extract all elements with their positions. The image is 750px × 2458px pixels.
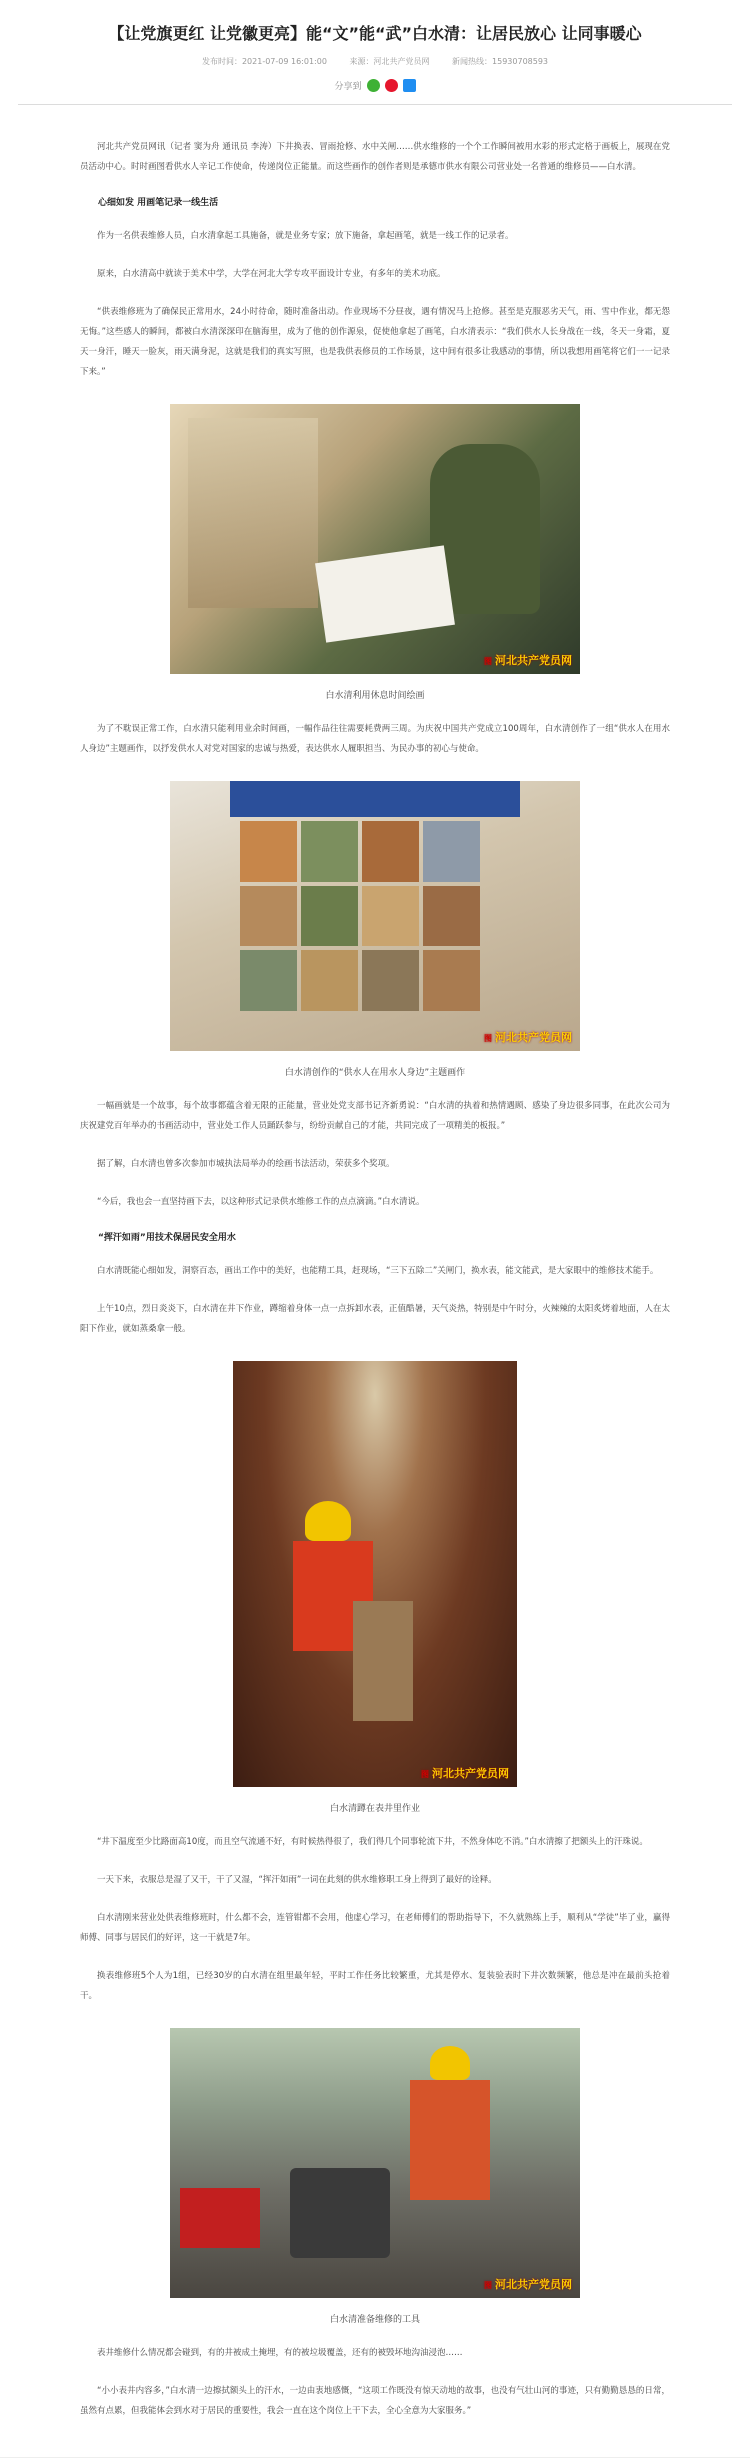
photo-well-icon	[233, 1361, 517, 1787]
watermark: 图 河北共产党员网	[484, 2278, 572, 2291]
figure	[80, 1361, 670, 1814]
watermark: 图 河北共产党员网	[484, 654, 572, 667]
paragraph: 为了不耽误正常工作，白水清只能利用业余时间画，一幅作品往往需要耗费两三周。为庆祝中国共产党成立100周年，白水清创作了一组“供水人在用水人身边”主题画作，以抒发供水人对党对国家的忠诚与热爱，表达供水人履职担当、为民办事的初心与使命。	[80, 724, 670, 754]
figure-caption: 白水清准备维修的工具	[329, 2315, 420, 2325]
paragraph: 据了解，白水清也曾多次参加市城执法局举办的绘画书法活动，荣获多个奖项。	[97, 1159, 395, 1169]
share-label: 分享到	[334, 82, 362, 92]
section-heading: 心细如发 用画笔记录一线生活	[98, 198, 219, 208]
article-title: 【让党旗更红 让党徽更亮】能“文”能“武”白水清：让居民放心 让同事暖心	[108, 24, 642, 43]
paragraph: “小小表井内容多，”白水清一边擦拭额头上的汗水，一边由衷地感慨，“这项工作既没有惊天动地的故事，也没有气壮山河的事迹，只有勤勤恳恳的日常，虽然有点累，但我能体会到水对于居民的重要性，我会一直在这个岗位上干下去，全心全意为大家服务。”	[80, 2386, 670, 2416]
paragraph: “井下温度至少比路面高10度，而且空气流通不好，有时候热得很了，我们得几个同事轮流下井，不然身体吃不消。”白水清擦了把额头上的汗珠说。	[97, 1837, 648, 1847]
qzone-icon[interactable]	[403, 79, 416, 92]
photo-tools-icon	[170, 2028, 580, 2298]
figure	[80, 404, 670, 701]
article-source: 来源：河北共产党员网	[349, 57, 430, 66]
paragraph: 表井维修什么情况都会碰到，有的井被成土掩埋，有的被垃圾覆盖，还有的被毁坏地沟油浸泡……	[97, 2348, 463, 2358]
photo-drawing-icon	[170, 404, 580, 674]
watermark: 图 河北共产党员网	[421, 1767, 509, 1780]
paragraph: 原来，白水清高中就读于美术中学，大学在河北大学专攻平面设计专业，有多年的美术功底。	[97, 269, 446, 279]
figure	[80, 781, 670, 1078]
article-body	[0, 137, 750, 2421]
photo-paintings-icon	[170, 781, 580, 1051]
paragraph: 白水清刚来营业处供表维修班时，什么都不会，连管钳都不会用，他虚心学习，在老师傅们的帮助指导下，不久就熟练上手，顺利从“学徒”毕了业，赢得师傅、同事与居民们的好评，这一干就是7年。	[80, 1913, 670, 1943]
news-hotline: 新闻热线：15930708593	[452, 57, 549, 66]
paragraph: “今后，我也会一直坚持画下去，以这种形式记录供水维修工作的点点滴滴。”白水清说。	[97, 1197, 425, 1207]
paragraph: 上午10点，烈日炎炎下，白水清在井下作业，蹲缩着身体一点一点拆卸水表，正值酷暑，天气炎热，特别是中午时分，火辣辣的太阳炙烤着地面，人在太阳下作业，就如蒸桑拿一般。	[80, 1304, 670, 1334]
figure-caption: 白水清利用休息时间绘画	[325, 691, 425, 701]
publish-time: 发布时间：2021-07-09 16:01:00	[201, 57, 327, 66]
wechat-icon[interactable]	[367, 79, 380, 92]
figure-caption: 白水清创作的“供水人在用水人身边”主题画作	[284, 1068, 466, 1078]
figure-caption: 白水清蹲在表井里作业	[329, 1804, 420, 1814]
article-header	[0, 0, 750, 92]
paragraph: 白水清既能心细如发，洞察百态，画出工作中的美好，也能精工具，赶现场，“三下五除二”关闸门，换水表，能文能武，是大家眼中的维修技术能手。	[97, 1266, 659, 1276]
paragraph: 一幅画就是一个故事，每个故事都蕴含着无限的正能量，营业处党支部书记齐新勇说：“白水清的执着和热情遇顾、感染了身边很多同事，在此次公司为庆祝建党百年举办的书画活动中，营业处工作人员踊跃参与，纷纷贡献自己的才能，共同完成了一项精美的板报。”	[80, 1101, 670, 1131]
paragraph: 作为一名供表维修人员，白水清拿起工具施备，就是业务专家；放下施备，拿起画笔，就是一线工作的记录者。	[97, 231, 514, 241]
article-meta	[0, 56, 750, 67]
header-divider	[18, 104, 732, 105]
paragraph: “供表维修班为了确保民正常用水，24小时待命，随时准备出动。作业现场不分昼夜，遇有情况马上抢修。甚至是克服恶劣天气，雨、雪中作业，都无怨无悔。”这些感人的瞬间，都被白水清深深印在脑海里，成为了他的创作源泉，促使他拿起了画笔，白水清表示：“我们供水人长身战在一线，冬天一身霜，夏天一身汗，睡天一脸灰，雨天满身泥，这就是我们的真实写照，也是我供表修员的工作场景，这中间有很多让我感动的事情，所以我想用画笔将它们一一记录下来。”	[80, 307, 670, 377]
section-heading: “挥汗如雨”用技术保居民安全用水	[98, 1233, 236, 1243]
figure	[80, 2028, 670, 2325]
paragraph: 河北共产党员网讯（记者 窦为舟 通讯员 李涛）下井换表、冒雨抢修、水中关闸……供水维修的一个个工作瞬间被用水彩的形式定格于画板上，展现在党员活动中心。时时画图看供水人辛记工作使命，传递岗位正能量。而这些画作的创作者则是承德市供水有限公司营业处一名普通的维修员——白水清。	[80, 142, 670, 172]
share-bar	[0, 79, 750, 92]
watermark: 图 河北共产党员网	[484, 1031, 572, 1044]
paragraph: 换表维修班5个人为1组，已经30岁的白水清在组里最年轻，平时工作任务比较繁重，尤其是停水、复装验表时下井次数频繁，他总是冲在最前头抢着干。	[80, 1971, 670, 2001]
paragraph: 一天下来，衣服总是湿了又干，干了又湿，“挥汗如雨”一词在此刻的供水维修职工身上得到了最好的诠释。	[97, 1875, 497, 1885]
weibo-icon[interactable]	[385, 79, 398, 92]
